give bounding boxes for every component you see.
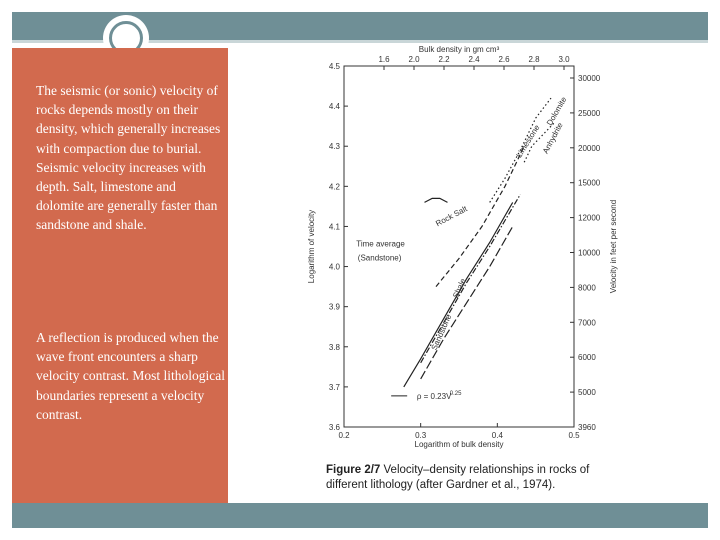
right-tick-label: 6000	[578, 353, 596, 363]
chart-annotation: Anhydrite	[540, 121, 565, 156]
right-axis-title: Velocity in feet per second	[609, 199, 618, 294]
left-tick-label: 3.8	[328, 342, 340, 352]
right-tick-label: 7000	[578, 318, 596, 328]
left-tick-label: 4.0	[328, 262, 340, 272]
left-tick-label: 4.1	[328, 222, 340, 232]
bottom-frame-bar	[12, 503, 708, 528]
chart-annotation: (Sandstone)	[357, 253, 402, 263]
right-tick-label: 15000	[578, 178, 601, 188]
paragraph-reflection: A reflection is produced when the wave front encounters a sharp velocity contrast. Most lithological boundaries represent a velocity contrast.	[36, 330, 225, 422]
caption-label: Figure 2/7	[326, 464, 381, 476]
bottom-tick-label: 0.3	[415, 431, 427, 440]
velocity-density-chart	[300, 44, 632, 449]
right-tick-label: 25000	[578, 108, 601, 118]
right-tick-label: 8000	[578, 283, 596, 293]
right-tick-label: 12000	[578, 213, 601, 223]
chart-annotation: ρ = 0.23V	[416, 391, 452, 401]
left-tick-label: 4.5	[328, 62, 340, 71]
bottom-tick-label: 0.5	[568, 431, 580, 440]
series-line-shale	[421, 226, 513, 379]
left-tick-label: 4.4	[328, 102, 340, 112]
top-tick-label: 3.0	[558, 55, 570, 64]
right-tick-label: 30000	[578, 74, 601, 83]
chart-annotation: 0.25	[449, 390, 462, 397]
velocity-density-figure	[300, 44, 632, 449]
caption-text: Velocity–density relationships in rocks of different lithology (after Gardner et al., 1974).	[326, 464, 590, 491]
right-tick-label: 10000	[578, 248, 601, 258]
figure-caption	[326, 463, 626, 493]
chart-annotation: Limestone	[514, 123, 542, 160]
left-tick-label: 3.9	[328, 302, 340, 312]
chart-annotation: Time average	[356, 239, 405, 249]
bottom-tick-label: 0.2	[338, 431, 350, 440]
top-tick-label: 2.8	[528, 55, 540, 64]
left-axis-title: Logarithm of velocity	[307, 209, 316, 284]
right-tick-label: 3960	[578, 423, 596, 432]
top-tick-label: 2.6	[498, 55, 510, 64]
top-tick-label: 2.0	[408, 55, 420, 64]
bottom-tick-label: 0.4	[491, 431, 503, 440]
left-tick-label: 4.2	[328, 182, 340, 192]
right-tick-label: 20000	[578, 143, 601, 153]
chart-annotation: Sandstone	[429, 312, 454, 352]
top-tick-label: 1.6	[378, 55, 390, 64]
top-axis-title: Bulk density in gm cm³	[418, 45, 500, 54]
right-tick-label: 5000	[578, 388, 596, 398]
left-tick-label: 3.6	[328, 423, 340, 432]
chart-annotation: Rock Salt	[434, 204, 469, 229]
bottom-axis-title: Logarithm of bulk density	[414, 440, 504, 449]
top-tick-label: 2.4	[468, 55, 480, 64]
chart-annotation: Dolomite	[544, 95, 569, 128]
series-line-rock-salt	[425, 198, 448, 202]
paragraph-density: The seismic (or sonic) velocity of rocks depends mostly on their density, which generally increases with compaction due to burial. Seismic velocity increases with depth. Salt, limestone and dolomite are generally faster than sandstone and shale.	[36, 83, 221, 233]
left-tick-label: 4.3	[328, 142, 340, 152]
top-tick-label: 2.2	[438, 55, 450, 64]
chart-annotation: Shale	[451, 277, 468, 300]
left-tick-label: 3.7	[328, 382, 340, 392]
